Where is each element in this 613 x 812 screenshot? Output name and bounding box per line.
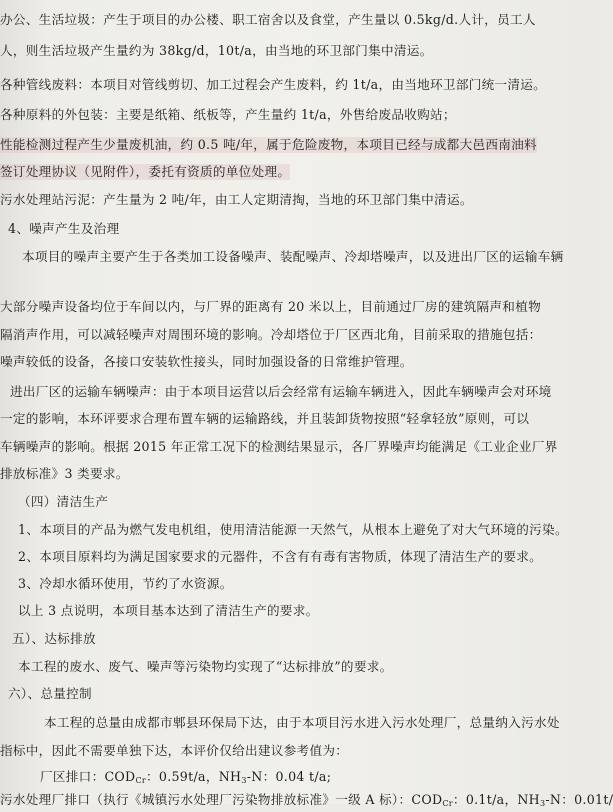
section-heading: 4、噪声产生及治理 (8, 221, 120, 236)
text-line: 以上 3 点说明，本项目基本达到了清洁生产的要求。 (18, 603, 319, 618)
text-line: 一定的影响，本环评要求合理布置车辆的运输路线，并且装卸货物按照“轻拿轻放”原则，可以 (0, 411, 530, 426)
emission-value-line (0, 792, 613, 812)
list-item: 2、本项目原料均为满足国家要求的元器件，不含有有毒有害物质，体现了清洁生产的要求。 (18, 549, 543, 564)
subscript: Cr (135, 776, 146, 785)
text-line: 车辆噪声的影响。根据 2015 年正常工况下的检测结果显示，各厂界噪声均能满足《工业企业厂界 (0, 439, 558, 454)
text-line: 各种管线废料：本项目对管线剪切、加工过程会产生废料，约 1t/a，由当地环卫部门统一清运。 (0, 77, 547, 92)
text-fragment: 厂区排口：COD (40, 769, 136, 784)
text-line: 各种原料的外包装：主要是纸箱、纸板等，产生量约 1t/a，外售给废品收购站； (0, 107, 456, 122)
text-line: 本工程的总量由成都市郫县环保局下达，由于本项目污水进入污水处理厂，总量纳入污水处 (44, 715, 560, 730)
emission-value-line (40, 769, 331, 789)
text-line: 进出厂区的运输车辆噪声：由于本项目运营以后会经常有运输车辆进入，因此车辆噪声会对环境 (10, 384, 552, 399)
text-line-highlighted: 签订处理协议（见附件），委托有资质的单位处理。 (0, 164, 291, 179)
subscript: 3 (241, 776, 247, 785)
text-fragment: -N：0.01t/ (545, 792, 613, 807)
subscript: 3 (539, 799, 546, 808)
list-item: 3、冷却水循环使用，节约了水资源。 (18, 576, 233, 591)
text-line: 人，则生活垃圾产生量约为 38kg/d，10t/a，由当地的环卫部门集中清运。 (0, 43, 433, 58)
text-fragment: -N：0.04 t/a; (246, 769, 332, 784)
text-fragment: 污水处理厂排口（执行《城镇污水处理厂污染物排放标准》一级 A 标）：COD (0, 792, 443, 807)
text-line: 指标中，因此不需要单独下达，本评价仅给出建议参考值为： (0, 743, 349, 758)
text-line: 污水处理站污泥：产生量为 2 吨/年，由工人定期清掏，当地的环卫部门集中清运。 (0, 192, 473, 207)
section-heading: 五）、达标排放 (12, 631, 96, 646)
text-fragment: ：0.59t/a，NH (145, 769, 242, 784)
text-line: 噪声较低的设备，各接口安装软性接头，同时加强设备的日常维护管理。 (0, 354, 413, 369)
section-heading: （四）清洁生产 (18, 494, 109, 509)
text-fragment: ：0.1t/a，NH (452, 792, 540, 807)
section-heading: 六）、总量控制 (8, 686, 92, 701)
text-line: 办公、生活垃圾：产生于项目的办公楼、职工宿舍以及食堂，产生量以 0.5kg/d.人计，员工人 (0, 12, 536, 27)
text-line-highlighted: 性能检测过程产生少量废机油，约 0.5 吨/年，属于危险废物，本项目已经与成都大邑西南油料 (0, 137, 537, 152)
subscript: Cr (442, 799, 453, 808)
text-line: 隔消声作用，可以减轻噪声对周围环境的影响。冷却塔位于厂区西北角，目前采取的措施包括： (0, 327, 542, 342)
text-line: 排放标准》3 类要求。 (0, 466, 129, 481)
text-line: 本工程的废水、废气、噪声等污染物均实现了“达标排放”的要求。 (18, 659, 393, 674)
text-line: 本项目的噪声主要产生于各类加工设备噪声、装配噪声、冷却塔噪声，以及进出厂区的运输车辆 (22, 249, 564, 264)
list-item: 1、本项目的产品为燃气发电机组，使用清洁能源一天然气，从根本上避免了对大气环境的污染。 (18, 522, 568, 537)
text-line: 大部分噪声设备均位于车间以内，与厂界的距离有 20 米以上，目前通过厂房的建筑隔声和植物 (0, 299, 541, 314)
